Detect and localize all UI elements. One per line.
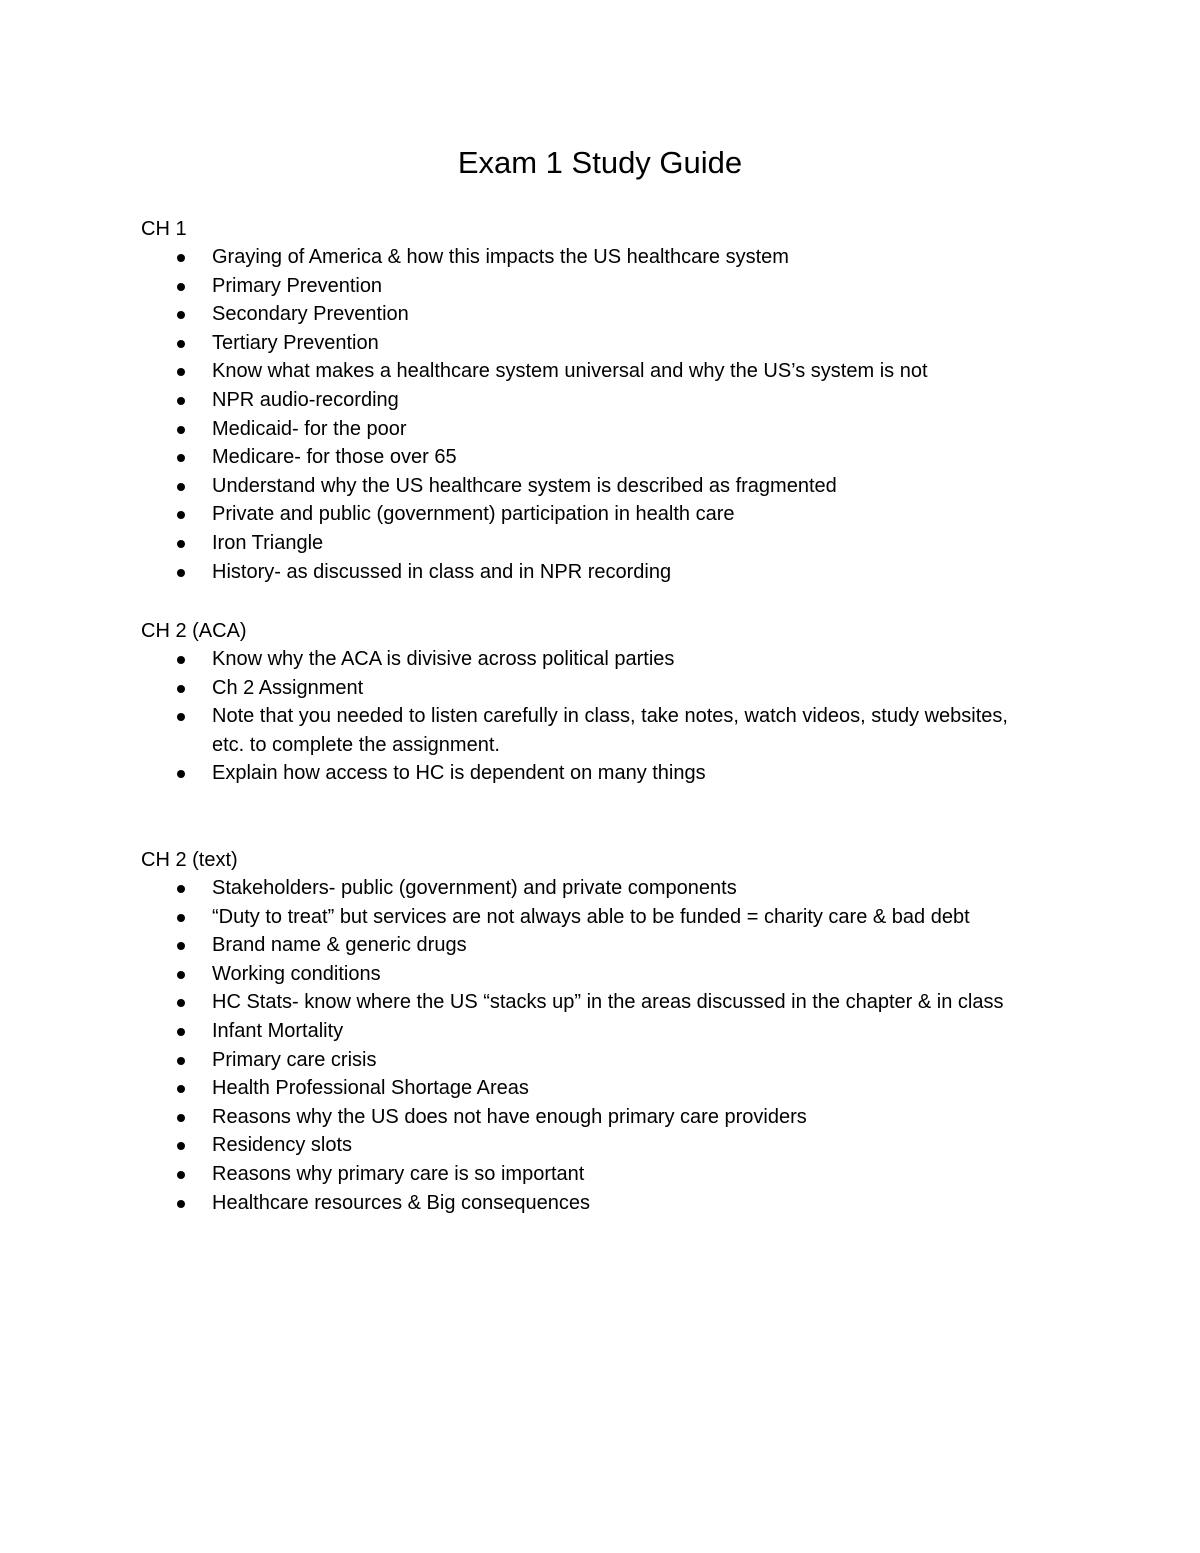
list-item	[141, 386, 1101, 415]
list-item-text: Reasons why the US does not have enough primary care providers	[212, 1105, 807, 1128]
list-item-text: History- as discussed in class and in NPR recording	[212, 560, 672, 583]
list-item-text: Understand why the US healthcare system is described as fragmented	[212, 474, 837, 497]
list-item-text: Infant Mortality	[212, 1019, 344, 1042]
bullet-icon	[177, 1142, 185, 1150]
list-item-text: Explain how access to HC is dependent on many things	[212, 762, 706, 785]
bullet-list	[141, 645, 1101, 788]
bullet-icon	[177, 454, 185, 462]
list-item	[141, 472, 1101, 501]
bullet-icon	[177, 1114, 185, 1122]
bullet-icon	[177, 254, 185, 262]
list-item	[141, 1189, 1101, 1218]
list-item-text: Healthcare resources & Big consequences	[212, 1191, 590, 1214]
bullet-icon	[177, 942, 185, 950]
list-item	[141, 415, 1101, 444]
list-item	[141, 1046, 1101, 1075]
list-item	[141, 1103, 1101, 1132]
section-ch1	[141, 215, 1101, 586]
list-item	[141, 1160, 1101, 1189]
bullet-icon	[177, 540, 185, 548]
bullet-icon	[177, 656, 185, 664]
list-item-text: Note that you needed to listen carefully in class, take notes, watch videos, study websites, etc. to complete the assignment.	[212, 705, 1008, 756]
list-item-text: HC Stats- know where the US “stacks up” in the areas discussed in the chapter & in class	[212, 991, 1004, 1014]
list-item	[141, 874, 1101, 903]
list-item-text: Medicare- for those over 65	[212, 446, 457, 469]
list-item-text: Tertiary Prevention	[212, 331, 379, 354]
list-item	[141, 443, 1101, 472]
list-item-text: “Duty to treat” but services are not always able to be funded = charity care & bad debt	[212, 905, 970, 928]
list-item	[141, 1017, 1101, 1046]
list-item-text: Medicaid- for the poor	[212, 417, 407, 440]
bullet-icon	[177, 1200, 185, 1208]
list-item	[141, 903, 1101, 932]
list-item-text: Stakeholders- public (government) and private components	[212, 877, 737, 899]
list-item	[141, 988, 1101, 1017]
list-item-text: Brand name & generic drugs	[212, 934, 467, 957]
page-title: Exam 1 Study Guide	[457, 145, 743, 180]
list-item-text: Graying of America & how this impacts the US healthcare system	[212, 246, 789, 268]
list-item	[141, 558, 1101, 587]
list-item	[141, 529, 1101, 558]
list-item	[141, 500, 1101, 529]
bullet-list	[141, 243, 1101, 586]
bullet-icon	[177, 999, 185, 1007]
bullet-icon	[177, 483, 185, 491]
list-item	[141, 645, 1101, 674]
bullet-icon	[177, 713, 185, 721]
bullet-icon	[177, 770, 185, 778]
section-ch2-text	[141, 846, 1101, 1217]
list-item	[141, 329, 1101, 358]
list-item	[141, 1074, 1101, 1103]
bullet-icon	[177, 914, 185, 922]
list-item	[141, 272, 1101, 301]
list-item	[141, 243, 1101, 272]
list-item-text: Health Professional Shortage Areas	[212, 1077, 529, 1100]
list-item	[141, 702, 1101, 759]
bullet-icon	[177, 971, 185, 979]
bullet-icon	[177, 511, 185, 519]
bullet-icon	[177, 397, 185, 405]
bullet-icon	[177, 1057, 185, 1065]
bullet-icon	[177, 885, 185, 893]
list-item	[141, 674, 1101, 703]
section-heading: CH 1	[141, 218, 187, 240]
list-item	[141, 1131, 1101, 1160]
bullet-list	[141, 874, 1101, 1217]
section-heading: CH 2 (ACA)	[141, 620, 247, 642]
list-item-text: Residency slots	[212, 1134, 353, 1157]
list-item-text: Secondary Prevention	[212, 303, 409, 326]
list-item-text: Private and public (government) participation in health care	[212, 503, 735, 526]
list-item-text: Reasons why primary care is so important	[212, 1162, 585, 1185]
bullet-icon	[177, 283, 185, 291]
bullet-icon	[177, 340, 185, 348]
list-item-text: Primary care crisis	[212, 1048, 377, 1071]
list-item-text: Working conditions	[212, 962, 381, 985]
list-item	[141, 960, 1101, 989]
list-item	[141, 759, 1101, 788]
list-item-text: Ch 2 Assignment	[212, 676, 364, 699]
list-item-text: Know why the ACA is divisive across political parties	[212, 648, 675, 670]
list-item	[141, 357, 1101, 386]
bullet-icon	[177, 1171, 185, 1179]
section-ch2-aca	[141, 617, 1101, 788]
list-item-text: Iron Triangle	[212, 531, 324, 554]
list-item-text: Know what makes a healthcare system universal and why the US’s system is not	[212, 360, 928, 383]
section-heading: CH 2 (text)	[141, 849, 238, 871]
bullet-icon	[177, 426, 185, 434]
bullet-icon	[177, 1085, 185, 1093]
list-item-text: Primary Prevention	[212, 274, 383, 297]
bullet-icon	[177, 368, 185, 376]
bullet-icon	[177, 685, 185, 693]
list-item	[141, 931, 1101, 960]
bullet-icon	[177, 569, 185, 577]
bullet-icon	[177, 1028, 185, 1036]
list-item	[141, 300, 1101, 329]
list-item-text: NPR audio-recording	[212, 388, 399, 411]
bullet-icon	[177, 311, 185, 319]
